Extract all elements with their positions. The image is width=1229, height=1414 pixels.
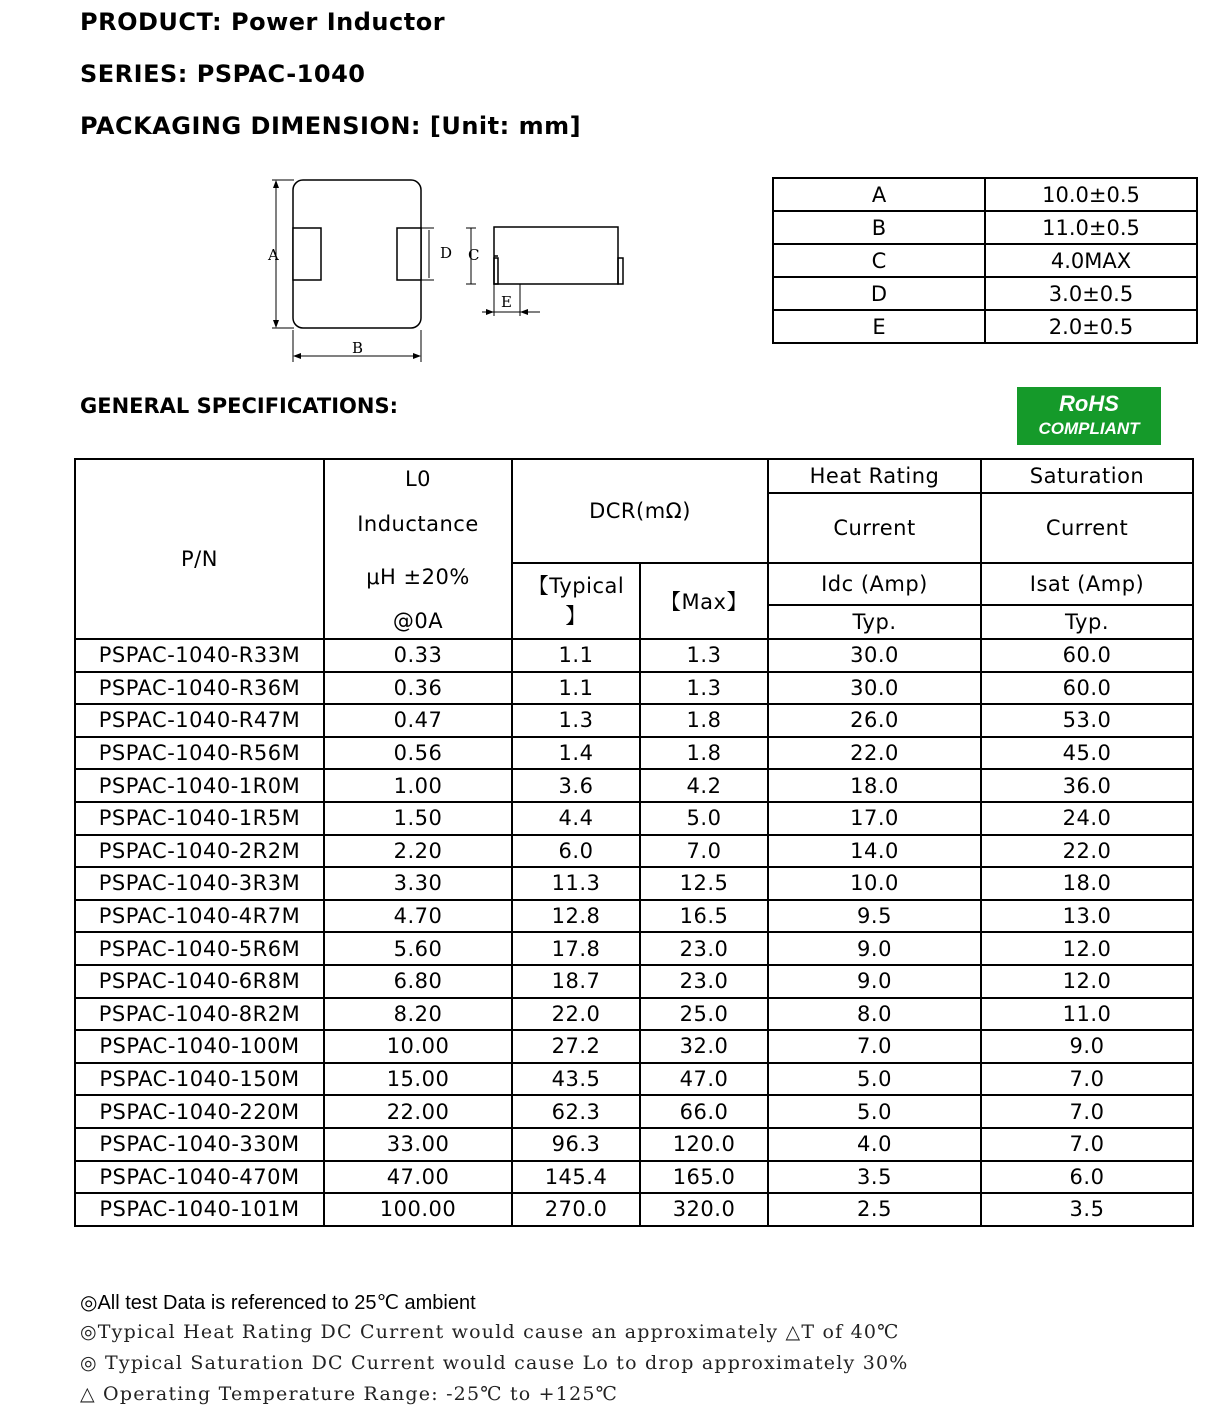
cell-dcr-max: 1.3 xyxy=(640,672,768,705)
cell-dcr-max: 120.0 xyxy=(640,1128,768,1161)
cell-pn: PSPAC-1040-4R7M xyxy=(75,900,324,933)
header-sat-typ: Typ. xyxy=(981,605,1193,639)
cell-isat: 36.0 xyxy=(981,769,1193,802)
header-saturation: Saturation xyxy=(981,459,1193,493)
header-typical-close: 】 xyxy=(565,604,587,628)
cell-inductance: 0.56 xyxy=(324,737,512,770)
header-typical-open: 【Typical xyxy=(527,574,625,598)
cell-idc: 30.0 xyxy=(768,639,981,672)
dimension-row xyxy=(773,277,1197,310)
dimension-value: 11.0±0.5 xyxy=(985,211,1197,244)
dimension-label: D xyxy=(773,277,985,310)
cell-dcr-typical: 1.3 xyxy=(512,704,640,737)
cell-pn: PSPAC-1040-R56M xyxy=(75,737,324,770)
cell-idc: 30.0 xyxy=(768,672,981,705)
table-row xyxy=(75,1128,1193,1161)
cell-isat: 7.0 xyxy=(981,1128,1193,1161)
header-typical xyxy=(512,563,640,639)
cell-dcr-typical: 1.4 xyxy=(512,737,640,770)
header-dcr: DCR(mΩ) xyxy=(512,459,768,563)
header-heat-typ: Typ. xyxy=(768,605,981,639)
cell-dcr-typical: 27.2 xyxy=(512,1030,640,1063)
label-e: E xyxy=(501,293,512,311)
cell-dcr-typical: 17.8 xyxy=(512,932,640,965)
table-row xyxy=(75,1063,1193,1096)
label-a: A xyxy=(268,246,279,264)
cell-dcr-typical: 22.0 xyxy=(512,998,640,1031)
cell-inductance: 6.80 xyxy=(324,965,512,998)
rohs-line1: RoHS xyxy=(1059,391,1119,416)
cell-dcr-max: 7.0 xyxy=(640,835,768,868)
table-row xyxy=(75,802,1193,835)
cell-dcr-max: 25.0 xyxy=(640,998,768,1031)
cell-isat: 18.0 xyxy=(981,867,1193,900)
header-tolerance: μH ±20% xyxy=(366,565,470,589)
table-row xyxy=(75,1095,1193,1128)
cell-inductance: 5.60 xyxy=(324,932,512,965)
note-heat-rating: ◎Typical Heat Rating DC Current would cause an approximately △T of 40℃ xyxy=(80,1321,900,1343)
product-title: PRODUCT: Power Inductor xyxy=(80,8,446,36)
cell-dcr-max: 1.8 xyxy=(640,737,768,770)
terminal-right xyxy=(397,228,421,280)
cell-inductance: 33.00 xyxy=(324,1128,512,1161)
series-title: SERIES: PSPAC-1040 xyxy=(80,60,366,88)
dimension-row xyxy=(773,244,1197,277)
packaging-dimension-drawing xyxy=(258,172,638,367)
cell-pn: PSPAC-1040-8R2M xyxy=(75,998,324,1031)
table-row xyxy=(75,737,1193,770)
cell-inductance: 100.00 xyxy=(324,1193,512,1226)
dimension-value: 2.0±0.5 xyxy=(985,310,1197,343)
cell-inductance: 0.36 xyxy=(324,672,512,705)
cell-isat: 45.0 xyxy=(981,737,1193,770)
cell-inductance: 1.00 xyxy=(324,769,512,802)
cell-isat: 22.0 xyxy=(981,835,1193,868)
cell-pn: PSPAC-1040-100M xyxy=(75,1030,324,1063)
cell-dcr-typical: 145.4 xyxy=(512,1161,640,1194)
cell-pn: PSPAC-1040-220M xyxy=(75,1095,324,1128)
cell-dcr-max: 320.0 xyxy=(640,1193,768,1226)
cell-pn: PSPAC-1040-101M xyxy=(75,1193,324,1226)
cell-isat: 6.0 xyxy=(981,1161,1193,1194)
cell-dcr-typical: 62.3 xyxy=(512,1095,640,1128)
dimension-value: 4.0MAX xyxy=(985,244,1197,277)
dimension-row xyxy=(773,178,1197,211)
cell-idc: 3.5 xyxy=(768,1161,981,1194)
cell-dcr-typical: 4.4 xyxy=(512,802,640,835)
cell-dcr-typical: 11.3 xyxy=(512,867,640,900)
cell-dcr-max: 165.0 xyxy=(640,1161,768,1194)
table-row xyxy=(75,704,1193,737)
cell-idc: 9.0 xyxy=(768,932,981,965)
cell-idc: 10.0 xyxy=(768,867,981,900)
cell-isat: 12.0 xyxy=(981,965,1193,998)
cell-dcr-typical: 3.6 xyxy=(512,769,640,802)
cell-dcr-typical: 96.3 xyxy=(512,1128,640,1161)
cell-dcr-max: 23.0 xyxy=(640,965,768,998)
cell-pn: PSPAC-1040-1R5M xyxy=(75,802,324,835)
cell-dcr-typical: 1.1 xyxy=(512,639,640,672)
cell-pn: PSPAC-1040-1R0M xyxy=(75,769,324,802)
cell-isat: 3.5 xyxy=(981,1193,1193,1226)
cell-dcr-typical: 43.5 xyxy=(512,1063,640,1096)
dimension-label: C xyxy=(773,244,985,277)
header-l0: L0 xyxy=(404,467,432,491)
dimension-value: 10.0±0.5 xyxy=(985,178,1197,211)
spec-table xyxy=(74,458,1194,1227)
cell-dcr-typical: 12.8 xyxy=(512,900,640,933)
cell-isat: 7.0 xyxy=(981,1063,1193,1096)
cell-inductance: 0.33 xyxy=(324,639,512,672)
inductor-side-view xyxy=(494,227,618,284)
cell-idc: 17.0 xyxy=(768,802,981,835)
cell-isat: 11.0 xyxy=(981,998,1193,1031)
cell-dcr-max: 1.3 xyxy=(640,639,768,672)
cell-dcr-typical: 1.1 xyxy=(512,672,640,705)
dimension-label: A xyxy=(773,178,985,211)
table-row xyxy=(75,639,1193,672)
cell-dcr-typical: 18.7 xyxy=(512,965,640,998)
cell-pn: PSPAC-1040-R36M xyxy=(75,672,324,705)
cell-inductance: 3.30 xyxy=(324,867,512,900)
cell-inductance: 15.00 xyxy=(324,1063,512,1096)
table-row xyxy=(75,1161,1193,1194)
cell-idc: 7.0 xyxy=(768,1030,981,1063)
cell-pn: PSPAC-1040-330M xyxy=(75,1128,324,1161)
cell-inductance: 1.50 xyxy=(324,802,512,835)
rohs-badge xyxy=(1017,387,1161,445)
table-row xyxy=(75,867,1193,900)
cell-inductance: 10.00 xyxy=(324,1030,512,1063)
cell-isat: 60.0 xyxy=(981,639,1193,672)
cell-idc: 9.0 xyxy=(768,965,981,998)
label-b: B xyxy=(352,339,364,357)
note-test-data: ◎All test Data is referenced to 25℃ ambient xyxy=(80,1292,476,1314)
table-row xyxy=(75,672,1193,705)
table-row xyxy=(75,835,1193,868)
notes xyxy=(80,1290,909,1414)
packaging-title: PACKAGING DIMENSION: [Unit: mm] xyxy=(80,112,582,140)
cell-dcr-typical: 6.0 xyxy=(512,835,640,868)
cell-pn: PSPAC-1040-6R8M xyxy=(75,965,324,998)
cell-dcr-max: 12.5 xyxy=(640,867,768,900)
cell-dcr-max: 23.0 xyxy=(640,932,768,965)
terminal-left xyxy=(293,228,321,280)
cell-dcr-max: 4.2 xyxy=(640,769,768,802)
cell-idc: 5.0 xyxy=(768,1063,981,1096)
cell-dcr-max: 32.0 xyxy=(640,1030,768,1063)
header-isat: Isat (Amp) xyxy=(981,563,1193,605)
cell-idc: 18.0 xyxy=(768,769,981,802)
cell-isat: 9.0 xyxy=(981,1030,1193,1063)
note-temperature: △ Operating Temperature Range: -25℃ to +125℃ xyxy=(80,1383,619,1405)
cell-pn: PSPAC-1040-470M xyxy=(75,1161,324,1194)
cell-isat: 53.0 xyxy=(981,704,1193,737)
cell-pn: PSPAC-1040-R33M xyxy=(75,639,324,672)
table-row xyxy=(75,1193,1193,1226)
cell-inductance: 47.00 xyxy=(324,1161,512,1194)
cell-idc: 8.0 xyxy=(768,998,981,1031)
cell-dcr-max: 47.0 xyxy=(640,1063,768,1096)
cell-idc: 4.0 xyxy=(768,1128,981,1161)
dimension-row xyxy=(773,310,1197,343)
cell-isat: 13.0 xyxy=(981,900,1193,933)
cell-dcr-max: 16.5 xyxy=(640,900,768,933)
dimension-label: B xyxy=(773,211,985,244)
cell-pn: PSPAC-1040-5R6M xyxy=(75,932,324,965)
cell-idc: 14.0 xyxy=(768,835,981,868)
cell-isat: 60.0 xyxy=(981,672,1193,705)
table-row xyxy=(75,900,1193,933)
cell-isat: 24.0 xyxy=(981,802,1193,835)
cell-dcr-max: 1.8 xyxy=(640,704,768,737)
header-sat-current: Current xyxy=(981,493,1193,563)
cell-inductance: 0.47 xyxy=(324,704,512,737)
cell-dcr-max: 5.0 xyxy=(640,802,768,835)
cell-dcr-max: 66.0 xyxy=(640,1095,768,1128)
header-pn: P/N xyxy=(75,459,324,639)
cell-inductance: 4.70 xyxy=(324,900,512,933)
table-row xyxy=(75,769,1193,802)
cell-inductance: 2.20 xyxy=(324,835,512,868)
label-d: D xyxy=(440,244,453,262)
cell-dcr-typical: 270.0 xyxy=(512,1193,640,1226)
header-heat-current: Current xyxy=(768,493,981,563)
header-idc: Idc (Amp) xyxy=(768,563,981,605)
dimension-table xyxy=(772,177,1198,344)
cell-isat: 7.0 xyxy=(981,1095,1193,1128)
rohs-line2: COMPLIANT xyxy=(1038,419,1140,438)
cell-pn: PSPAC-1040-150M xyxy=(75,1063,324,1096)
table-row xyxy=(75,1030,1193,1063)
cell-isat: 12.0 xyxy=(981,932,1193,965)
header-max: 【Max】 xyxy=(640,563,768,639)
dimension-label: E xyxy=(773,310,985,343)
header-at0a: @0A xyxy=(392,609,444,633)
cell-idc: 5.0 xyxy=(768,1095,981,1128)
dimension-row xyxy=(773,211,1197,244)
cell-idc: 9.5 xyxy=(768,900,981,933)
cell-inductance: 8.20 xyxy=(324,998,512,1031)
general-specs-title: GENERAL SPECIFICATIONS: xyxy=(80,394,398,418)
note-saturation: ◎ Typical Saturation DC Current would cause Lo to drop approximately 30% xyxy=(80,1352,909,1374)
cell-idc: 22.0 xyxy=(768,737,981,770)
label-c: C xyxy=(468,246,480,264)
header-inductance-label: Inductance xyxy=(357,512,479,536)
cell-idc: 26.0 xyxy=(768,704,981,737)
cell-inductance: 22.00 xyxy=(324,1095,512,1128)
table-row xyxy=(75,998,1193,1031)
header-inductance xyxy=(324,459,512,639)
cell-pn: PSPAC-1040-R47M xyxy=(75,704,324,737)
dimension-value: 3.0±0.5 xyxy=(985,277,1197,310)
header-heat-rating: Heat Rating xyxy=(768,459,981,493)
cell-idc: 2.5 xyxy=(768,1193,981,1226)
table-row xyxy=(75,932,1193,965)
cell-pn: PSPAC-1040-3R3M xyxy=(75,867,324,900)
cell-pn: PSPAC-1040-2R2M xyxy=(75,835,324,868)
table-row xyxy=(75,965,1193,998)
